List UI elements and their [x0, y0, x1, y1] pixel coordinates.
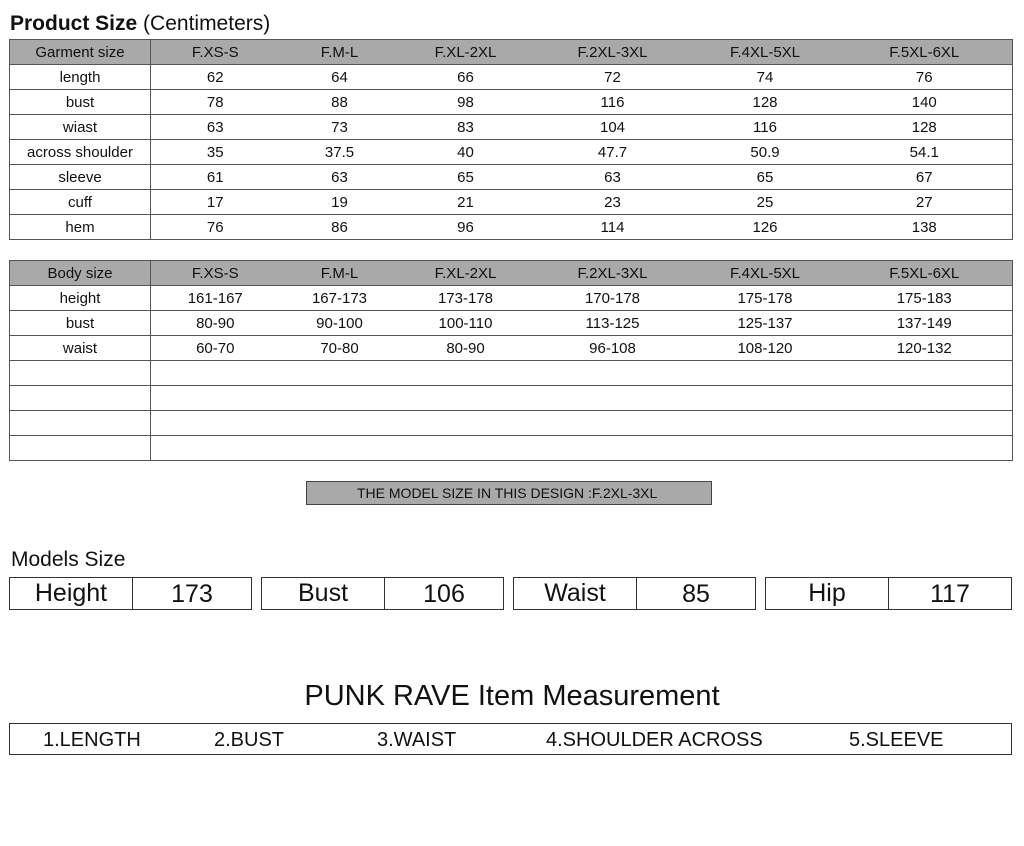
garment-cell: 17: [151, 190, 280, 215]
garment-cell: 54.1: [837, 140, 1013, 165]
measurement-item: 4.SHOULDER ACROSS: [546, 729, 763, 751]
garment-cell: 128: [694, 90, 837, 115]
garment-cell: 27: [837, 190, 1013, 215]
garment-cell: 63: [151, 115, 280, 140]
garment-cell: 37.5: [280, 140, 400, 165]
model-size-banner: THE MODEL SIZE IN THIS DESIGN :F.2XL-3XL: [306, 481, 712, 505]
body-row: [10, 286, 1013, 311]
garment-cell: 25: [694, 190, 837, 215]
garment-row: [10, 140, 1013, 165]
body-empty-cell: [151, 361, 1013, 386]
page-title: [10, 12, 270, 36]
garment-row: [10, 90, 1013, 115]
garment-cell: 65: [400, 165, 532, 190]
body-cell: 90-100: [280, 311, 400, 336]
body-cell: 70-80: [280, 336, 400, 361]
body-cell: 161-167: [151, 286, 280, 311]
garment-cell: 40: [400, 140, 532, 165]
garment-cell: 47.7: [532, 140, 694, 165]
body-empty-row: [10, 436, 1013, 461]
body-size-header: F.XS-S: [151, 261, 280, 286]
garment-cell: 140: [837, 90, 1013, 115]
model-key: Hip: [766, 578, 889, 609]
model-hip-box: [765, 577, 1012, 610]
garment-cell: 76: [151, 215, 280, 240]
garment-cell: 96: [400, 215, 532, 240]
measurement-item: 1.LENGTH: [43, 729, 141, 751]
garment-cell: 128: [837, 115, 1013, 140]
garment-cell: 19: [280, 190, 400, 215]
body-cell: 96-108: [532, 336, 694, 361]
garment-cell: 64: [280, 65, 400, 90]
garment-row-label: wiast: [10, 115, 151, 140]
garment-cell: 104: [532, 115, 694, 140]
body-empty-cell: [151, 386, 1013, 411]
garment-cell: 73: [280, 115, 400, 140]
body-cell: 108-120: [694, 336, 837, 361]
garment-size-header: F.M-L: [280, 40, 400, 65]
body-cell: 120-132: [837, 336, 1013, 361]
garment-cell: 126: [694, 215, 837, 240]
body-size-header: F.XL-2XL: [400, 261, 532, 286]
model-value: 117: [930, 580, 970, 608]
body-empty-cell: [151, 411, 1013, 436]
garment-cell: 78: [151, 90, 280, 115]
garment-cell: 63: [280, 165, 400, 190]
measurement-item: 3.WAIST: [377, 729, 457, 751]
body-cell: 175-183: [837, 286, 1013, 311]
body-cell: 60-70: [151, 336, 280, 361]
model-bust-box: [261, 577, 504, 610]
garment-cell: 83: [400, 115, 532, 140]
body-cell: 113-125: [532, 311, 694, 336]
model-height-box: [9, 577, 252, 610]
body-cell: 170-178: [532, 286, 694, 311]
garment-cell: 63: [532, 165, 694, 190]
garment-cell: 116: [532, 90, 694, 115]
title-bold: Product Size: [10, 12, 138, 35]
garment-cell: 61: [151, 165, 280, 190]
body-size-header: F.5XL-6XL: [837, 261, 1013, 286]
model-value: 173: [171, 580, 213, 608]
body-row-label: height: [10, 286, 151, 311]
garment-size-header: F.2XL-3XL: [532, 40, 694, 65]
body-cell: 100-110: [400, 311, 532, 336]
body-size-table: [9, 260, 1013, 461]
model-key: Waist: [514, 578, 637, 609]
models-size-title: Models Size: [11, 548, 126, 571]
garment-cell: 98: [400, 90, 532, 115]
garment-row-label: sleeve: [10, 165, 151, 190]
garment-cell: 62: [151, 65, 280, 90]
measurement-list: [9, 723, 1012, 755]
garment-size-header: F.4XL-5XL: [694, 40, 837, 65]
garment-cell: 72: [532, 65, 694, 90]
garment-cell: 65: [694, 165, 837, 190]
garment-header-row: [10, 40, 1013, 65]
body-row: [10, 311, 1013, 336]
body-cell: 173-178: [400, 286, 532, 311]
measurement-title: PUNK RAVE Item Measurement: [304, 680, 720, 712]
garment-row-label: cuff: [10, 190, 151, 215]
body-empty-row: [10, 411, 1013, 436]
model-value: 85: [682, 580, 710, 608]
garment-cell: 76: [837, 65, 1013, 90]
garment-cell: 116: [694, 115, 837, 140]
model-key: Height: [10, 578, 133, 609]
garment-cell: 50.9: [694, 140, 837, 165]
garment-size-header: F.XS-S: [151, 40, 280, 65]
garment-row: [10, 165, 1013, 190]
body-header-row: [10, 261, 1013, 286]
garment-row: [10, 115, 1013, 140]
body-cell: 80-90: [400, 336, 532, 361]
garment-cell: 67: [837, 165, 1013, 190]
body-empty-row: [10, 386, 1013, 411]
garment-cell: 86: [280, 215, 400, 240]
body-empty-label: [10, 386, 151, 411]
garment-cell: 23: [532, 190, 694, 215]
body-empty-label: [10, 411, 151, 436]
body-row-label: waist: [10, 336, 151, 361]
body-cell: 167-173: [280, 286, 400, 311]
model-key: Bust: [262, 578, 385, 609]
garment-row-label: bust: [10, 90, 151, 115]
garment-row: [10, 190, 1013, 215]
garment-header-label: Garment size: [10, 40, 151, 65]
garment-cell: 35: [151, 140, 280, 165]
body-size-header: F.4XL-5XL: [694, 261, 837, 286]
garment-row: [10, 215, 1013, 240]
body-header-label: Body size: [10, 261, 151, 286]
body-cell: 137-149: [837, 311, 1013, 336]
body-empty-cell: [151, 436, 1013, 461]
title-unit: (Centimeters): [143, 12, 271, 35]
garment-cell: 138: [837, 215, 1013, 240]
garment-cell: 88: [280, 90, 400, 115]
body-row-label: bust: [10, 311, 151, 336]
body-cell: 175-178: [694, 286, 837, 311]
garment-cell: 74: [694, 65, 837, 90]
body-empty-label: [10, 361, 151, 386]
garment-cell: 66: [400, 65, 532, 90]
body-size-header: F.2XL-3XL: [532, 261, 694, 286]
garment-size-header: F.5XL-6XL: [837, 40, 1013, 65]
body-size-header: F.M-L: [280, 261, 400, 286]
body-empty-row: [10, 361, 1013, 386]
measurement-item: 5.SLEEVE: [849, 729, 944, 751]
body-cell: 80-90: [151, 311, 280, 336]
garment-cell: 114: [532, 215, 694, 240]
garment-row-label: hem: [10, 215, 151, 240]
measurement-item: 2.BUST: [214, 729, 285, 751]
garment-row-label: length: [10, 65, 151, 90]
body-empty-label: [10, 436, 151, 461]
garment-size-header: F.XL-2XL: [400, 40, 532, 65]
garment-row: [10, 65, 1013, 90]
garment-cell: 21: [400, 190, 532, 215]
model-value: 106: [423, 580, 465, 608]
body-cell: 125-137: [694, 311, 837, 336]
body-row: [10, 336, 1013, 361]
garment-size-table: [9, 39, 1013, 240]
model-waist-box: [513, 577, 756, 610]
garment-row-label: across shoulder: [10, 140, 151, 165]
